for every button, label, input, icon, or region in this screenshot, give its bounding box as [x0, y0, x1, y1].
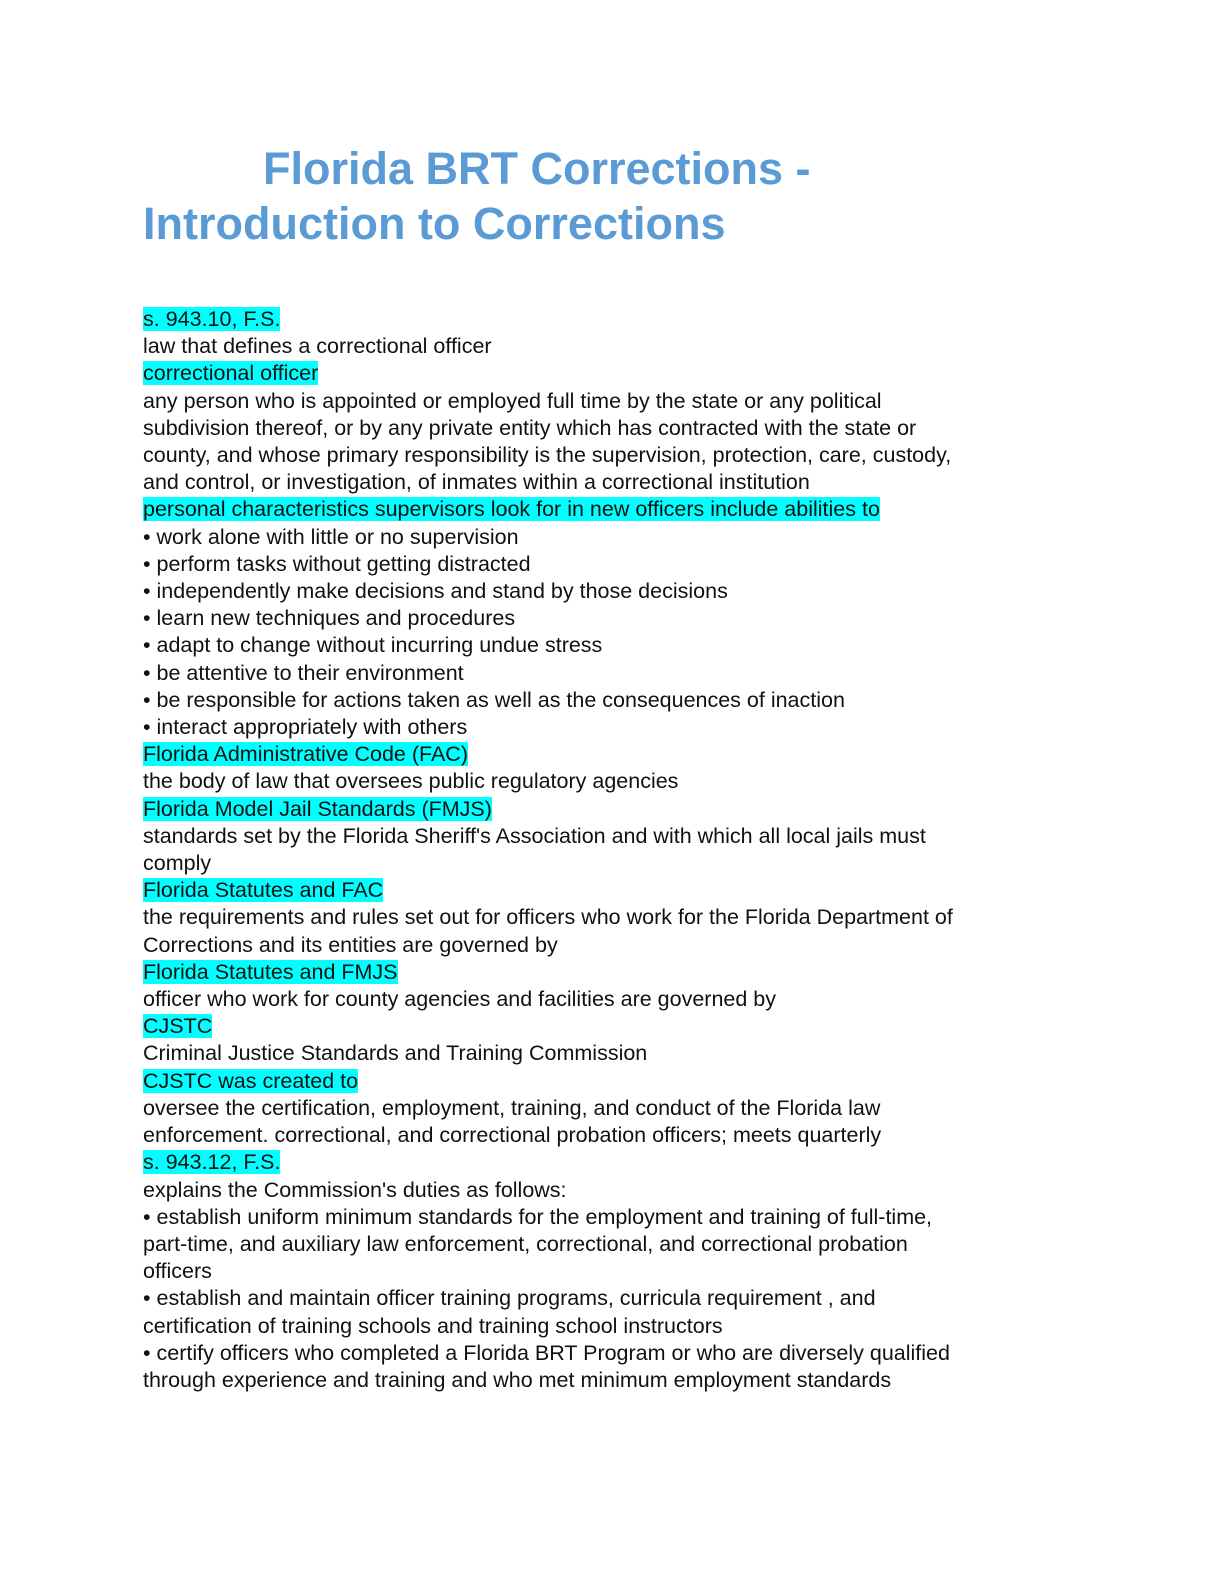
- definition-line: officers: [143, 1259, 212, 1284]
- term-line: [143, 959, 1043, 986]
- definition-line: the requirements and rules set out for officers who work for the Florida Department of: [143, 905, 953, 930]
- highlighted-term: personal characteristics supervisors look for in new officers include abilities to: [143, 497, 880, 522]
- bullet-item: • be responsible for actions taken as well as the consequences of inaction: [143, 687, 845, 712]
- bullet-item: • work alone with little or no supervision: [143, 524, 519, 549]
- definition-line: enforcement. correctional, and correctional probation officers; meets quarterly: [143, 1123, 882, 1148]
- definition-line: officer who work for county agencies and facilities are governed by: [143, 987, 777, 1012]
- term-line: [143, 496, 1043, 523]
- highlighted-term: Florida Statutes and FMJS: [143, 959, 398, 984]
- definition-line: any person who is appointed or employed full time by the state or any political: [143, 388, 882, 413]
- highlighted-term: Florida Statutes and FAC: [143, 878, 384, 903]
- bullet-item: • certify officers who completed a Florida BRT Program or who are diversely qualified: [143, 1340, 950, 1365]
- highlighted-term: CJSTC was created to: [143, 1068, 359, 1093]
- definition-line: part-time, and auxiliary law enforcement, correctional, and correctional probation: [143, 1231, 908, 1256]
- highlighted-term: s. 943.12, F.S.: [143, 1150, 281, 1175]
- bullet-item: • adapt to change without incurring undue stress: [143, 633, 603, 658]
- term-line: [143, 1149, 1043, 1176]
- bullet-item: • be attentive to their environment: [143, 660, 464, 685]
- bullet-item: • learn new techniques and procedures: [143, 606, 516, 631]
- bullet-item: • establish uniform minimum standards for the employment and training of full-time,: [143, 1204, 933, 1229]
- term-line: [143, 1068, 1043, 1095]
- highlighted-term: s. 943.10, F.S.: [143, 307, 281, 331]
- definition-line: law that defines a correctional officer: [143, 334, 492, 359]
- term-line: [143, 360, 1043, 387]
- term-line: [143, 741, 1043, 768]
- highlighted-term: Florida Model Jail Standards (FMJS): [143, 796, 492, 821]
- definition-line: explains the Commission's duties as follows:: [143, 1177, 567, 1202]
- definition-line: through experience and training and who met minimum employment standards: [143, 1367, 892, 1392]
- term-line: [143, 796, 1043, 823]
- bullet-item: • perform tasks without getting distracted: [143, 551, 531, 576]
- bullet-item: • establish and maintain officer training programs, curricula requirement , and: [143, 1286, 876, 1311]
- flashcard-list: [143, 306, 1043, 1394]
- page-title-line-2: Introduction to Corrections: [143, 198, 726, 249]
- definition-line: comply: [143, 851, 212, 876]
- term-line: [143, 877, 1043, 904]
- definition-line: standards set by the Florida Sheriff's Association and with which all local jails must: [143, 823, 926, 848]
- page-title: [143, 141, 1043, 251]
- bullet-item: • interact appropriately with others: [143, 715, 468, 740]
- term-line: [143, 1013, 1043, 1040]
- bullet-item: • independently make decisions and stand by those decisions: [143, 579, 728, 604]
- definition-line: Criminal Justice Standards and Training Commission: [143, 1041, 648, 1066]
- definition-line: subdivision thereof, or by any private entity which has contracted with the state or: [143, 415, 917, 440]
- highlighted-term: Florida Administrative Code (FAC): [143, 742, 468, 767]
- definition-line: county, and whose primary responsibility is the supervision, protection, care, custody,: [143, 443, 952, 468]
- definition-line: oversee the certification, employment, training, and conduct of the Florida law: [143, 1095, 881, 1120]
- definition-line: the body of law that oversees public regulatory agencies: [143, 769, 679, 794]
- definition-line: and control, or investigation, of inmates within a correctional institution: [143, 470, 810, 495]
- page-title-line-1: Florida BRT Corrections -: [263, 143, 811, 194]
- definition-line: Corrections and its entities are governed by: [143, 932, 558, 957]
- definition-line: certification of training schools and training school instructors: [143, 1313, 723, 1338]
- highlighted-term: correctional officer: [143, 361, 319, 386]
- highlighted-term: CJSTC: [143, 1014, 213, 1039]
- term-line: [143, 306, 1043, 333]
